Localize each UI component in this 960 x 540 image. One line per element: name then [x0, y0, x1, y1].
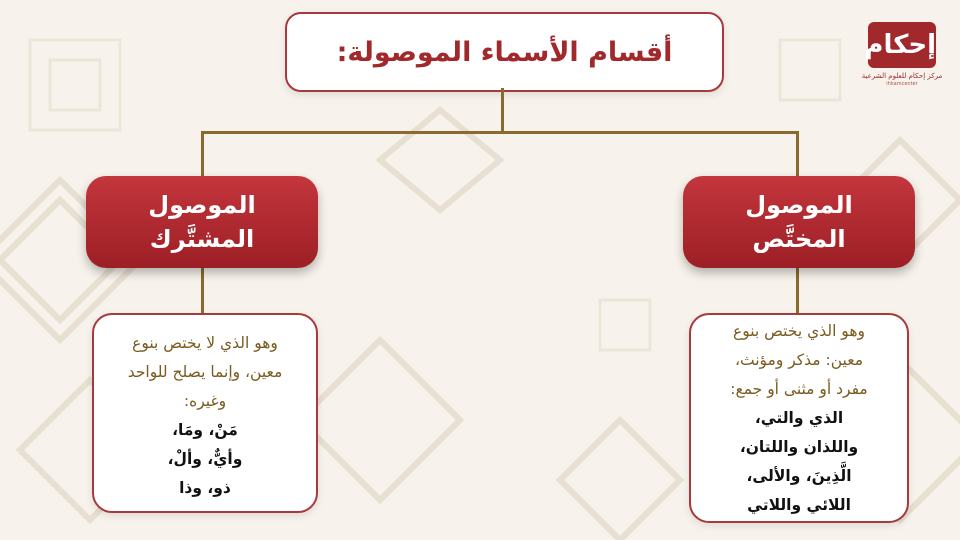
description-line: معين، وإنما يصلح للواحد: [127, 363, 283, 381]
connector-left-to-desc: [201, 268, 204, 314]
example-line: اللائي واللاتي: [747, 496, 851, 514]
category-specific-relative: [683, 176, 915, 268]
category-heading-line1: الموصول: [148, 191, 256, 219]
connector-horizontal: [201, 131, 799, 134]
diagram-title: أقسام الأسماء الموصولة:: [336, 36, 673, 68]
example-line: وأيٌّ، وألْ،: [167, 450, 243, 468]
connector-left-drop: [201, 131, 204, 177]
connector-title-down: [501, 88, 504, 132]
logo-tagline: ihkamcenter: [886, 81, 918, 87]
category-heading-line1: الموصول: [745, 191, 853, 219]
example-line: الَّذِينَ، والألى،: [746, 467, 852, 485]
connector-right-to-desc: [796, 268, 799, 314]
logo-subtitle: مركز إحكام للعلوم الشرعية: [861, 72, 943, 80]
logo-mark: إحكام: [868, 22, 936, 68]
title-box: [285, 12, 724, 92]
description-specific: [689, 313, 909, 523]
description-line: وهو الذي لا يختص بنوع: [132, 334, 278, 352]
category-heading-line2: المشتَّرك: [149, 225, 255, 253]
example-line: مَنْ، ومَا،: [172, 421, 238, 439]
description-line: وهو الذي يختص بنوع: [733, 322, 865, 340]
description-line: وغيره:: [183, 392, 227, 410]
logo: [861, 22, 943, 92]
category-shared-relative: [86, 176, 318, 268]
description-shared: [92, 313, 318, 513]
category-heading-line2: المختَّص: [752, 225, 846, 253]
example-line: واللذان واللتان،: [739, 438, 859, 456]
example-line: الذي والتي،: [754, 409, 844, 427]
example-line: ذو، وذا: [179, 479, 231, 497]
description-line: مفرد أو مثنى أو جمع:: [730, 380, 868, 398]
connector-right-drop: [796, 131, 799, 177]
description-line: معين: مذكر ومؤنث،: [734, 351, 864, 369]
